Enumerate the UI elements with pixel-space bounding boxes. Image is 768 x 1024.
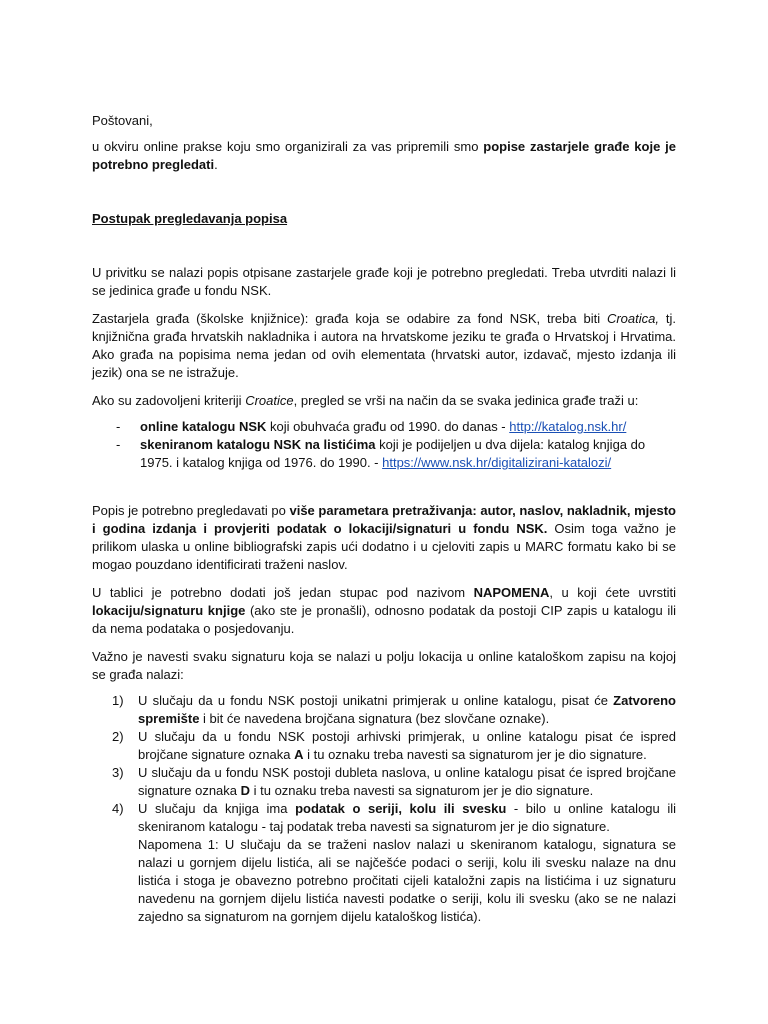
section-heading: Postupak pregledavanja popisa	[92, 211, 288, 226]
list-item: 3) U slučaju da u fondu NSK postoji dubleta naslova, u online katalogu pisat će ispred brojčane signature oznaka D i tu oznaku treba navesti sa signaturom jer je dio signature.	[112, 765, 676, 798]
paragraph-2: Zastarjela građa (školske knjižnice): građa koja se odabire za fond NSK, treba biti Croatica, tj. knjižnična građa hrvatskih nakladnika i autora na hrvatskome jeziku te građa o Hrvatskoj i Hrvatima. Ako građa na popisima nema jedan od ovih elementata (hrvatski autor, izdavač, mjesto izdanja ili jezik) ona se ne istražuje.	[92, 311, 676, 380]
signature-rules-list	[92, 692, 676, 926]
paragraph-1: U privitku se nalazi popis otpisane zastarjele građe koji je potrebno pregledati. Treba utvrditi nalazi li se jedinica građe u fondu NSK.	[92, 265, 676, 298]
intro-paragraph: u okviru online prakse koju smo organizirali za vas pripremili smo popise zastarjele građe koje je potrebno pregledati.	[92, 139, 676, 172]
paragraph-5: U tablici je potrebno dodati još jedan stupac pod nazivom NAPOMENA, u koji ćete uvrstiti lokaciju/signaturu knjige (ako ste je pronašli), odnosno podatak da postoji CIP zapis u katalogu ili da nema podataka o posjedovanju.	[92, 585, 677, 636]
catalog-list	[92, 418, 676, 472]
paragraph-6: Važno je navesti svaku signaturu koja se nalazi u polju lokacija u online kataloškom zapisu na kojoj se građa nalazi:	[92, 649, 676, 682]
scanned-catalog-link[interactable]: https://www.nsk.hr/digitalizirani-katalozi/	[382, 455, 612, 470]
list-item: 2) U slučaju da u fondu NSK postoji arhivski primjerak, u online katalogu pisat će ispred brojčane signature oznaka A i tu oznaku treba navesti sa signaturom jer je dio signature.	[112, 729, 676, 762]
paragraph-3: Ako su zadovoljeni kriteriji Croatice, pregled se vrši na način da se svaka jedinica građe traži u:	[92, 393, 639, 408]
intro-bold: popise zastarjele građe koje je potrebno pregledati	[92, 139, 676, 172]
list-item: 1) U slučaju da u fondu NSK postoji unikatni primjerak u online katalogu, pisat će Zatvoreno spremište i bit će navedena brojčana signatura (bez slovčane oznake).	[112, 693, 676, 726]
list-item: - skeniranom katalogu NSK na listićima koji je podijeljen u dva dijela: katalog knjiga do 1975. i katalog knjiga od 1976. do 1990. - https://www.nsk.hr/digitalizirani-katalozi/	[116, 437, 646, 470]
note-1: Napomena 1: U slučaju da se traženi naslov nalazi u skeniranom katalogu, signatura se nalazi u gornjem dijelu listića, ali se najčešće podaci o seriji, kolu ili svesku nalaze na dnu listića i stoga je obavezno potrebno pročitati cijeli kataložni zapis na listićima i uz signaturu navedenu na gornjem dijelu listića navesti podatke o seriji, kolu ili svesku (ako se ne nalazi zajedno sa signaturom na gornjem dijelu kataloškog listića).	[138, 837, 676, 924]
online-catalog-link[interactable]: http://katalog.nsk.hr/	[509, 419, 627, 434]
paragraph-4: Popis je potrebno pregledavati po više parametara pretraživanja: autor, naslov, nakladnik, mjesto i godina izdanja i provjeriti podatak o lokaciji/signaturi u fondu NSK. Osim toga važno je prilikom ulaska u online bibliografski zapis ući dodatno i u cjeloviti zapis u MARC formatu kako bi se mogao pouzdano identificirati traženi naslov.	[92, 503, 676, 572]
list-item: - online katalogu NSK koji obuhvaća građu od 1990. do danas - http://katalog.nsk.hr/	[116, 419, 627, 434]
greeting: Poštovani,	[92, 113, 153, 128]
list-item: 4) U slučaju da knjiga ima podatak o seriji, kolu ili svesku - bilo u online katalogu ili skeniranom katalogu - taj podatak treba navesti sa signaturom jer je dio signature. Napomena 1: U slučaju da se traženi naslov nalazi u skeniranom katalogu, signatura se nalazi u gornjem dijelu listića, ali se najčešće podaci o seriji, kolu ili svesku nalaze na dnu listića i stoga je obavezno potrebno pročitati cijeli kataložni zapis na listićima i uz signaturu navedenu na gornjem dijelu listića navesti podatke o seriji, kolu ili svesku (ako se ne nalazi zajedno sa signaturom na gornjem dijelu kataloškog listića).	[112, 801, 676, 924]
